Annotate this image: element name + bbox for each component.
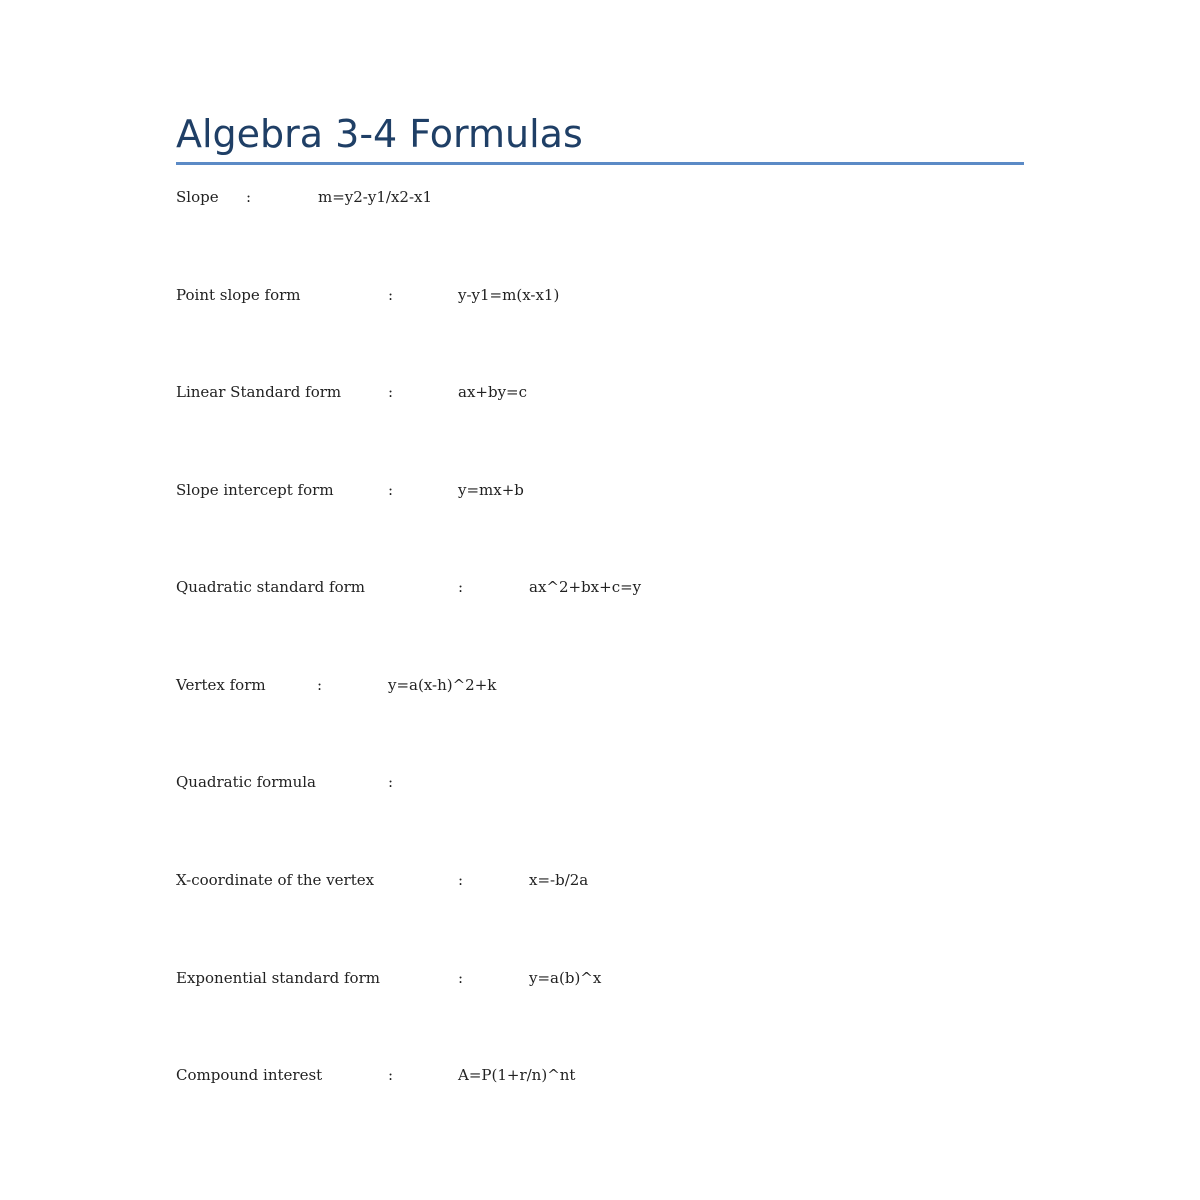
formula-separator: : [388,383,394,401]
formula-expression: y=mx+b [458,481,524,499]
formula-expression: A=P(1+r/n)^nt [458,1066,576,1084]
formula-separator: : [388,1066,394,1084]
formula-separator: : [317,676,323,694]
formula-expression: ax+by=c [458,383,528,401]
formula-label: Exponential standard form [176,969,380,987]
formula-expression: ax^2+bx+c=y [529,578,642,596]
formula-label: Compound interest [176,1066,323,1084]
formula-separator: : [388,286,394,304]
formula-separator: : [458,969,464,987]
formula-label: Quadratic standard form [176,578,366,596]
formula-separator: : [458,578,464,596]
formula-label: Slope [176,188,219,206]
formula-separator: : [388,773,394,791]
title-underline [176,162,1024,165]
formula-expression: y=a(x-h)^2+k [388,676,497,694]
formula-label: X-coordinate of the vertex [176,871,375,889]
formula-separator: : [246,188,252,206]
formula-label: Slope intercept form [176,481,334,499]
formula-expression: y=a(b)^x [529,969,602,987]
formula-label: Point slope form [176,286,301,304]
formula-expression: x=-b/2a [529,871,589,889]
formula-expression: m=y2-y1/x2-x1 [318,188,433,206]
formula-separator: : [388,481,394,499]
formula-label: Vertex form [176,676,266,694]
formula-label: Linear Standard form [176,383,342,401]
formula-label: Quadratic formula [176,773,316,791]
page-title: Algebra 3-4 Formulas [176,112,583,156]
formula-separator: : [458,871,464,889]
formula-expression: y-y1=m(x-x1) [458,286,560,304]
